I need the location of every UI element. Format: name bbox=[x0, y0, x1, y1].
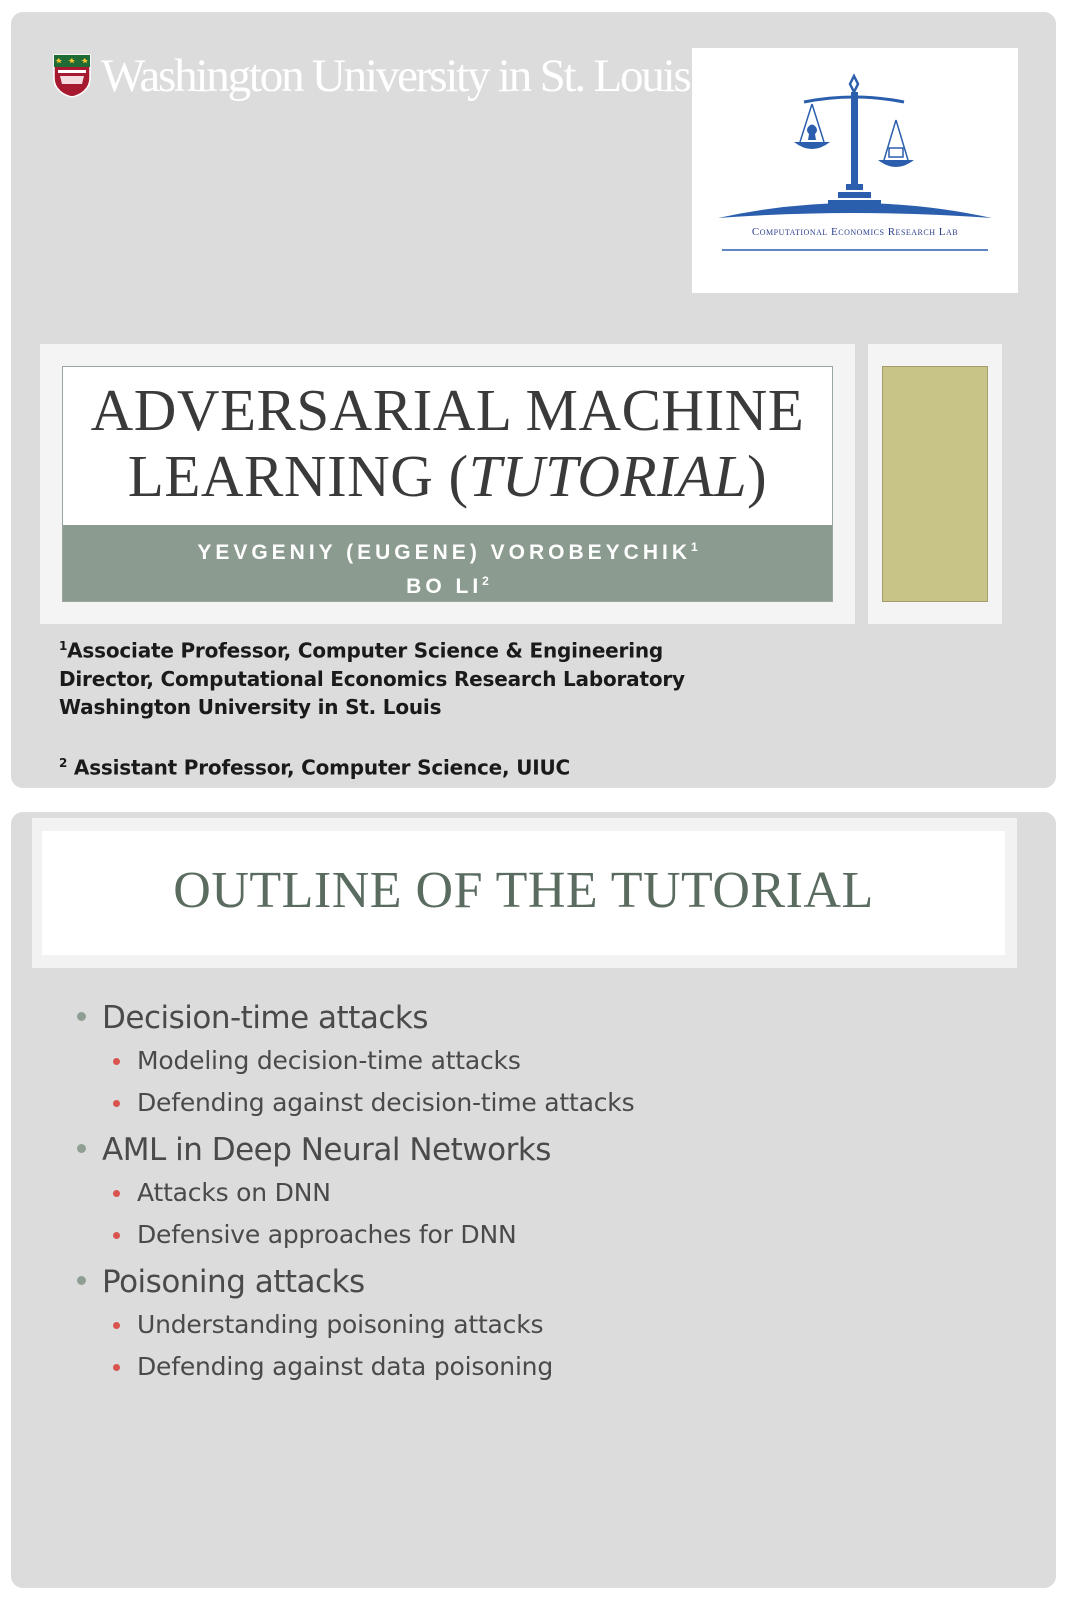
title-line-2-italic: TUTORIAL bbox=[468, 443, 748, 509]
subsection-bullet: Attacks on DNN bbox=[77, 1172, 634, 1214]
bullet-dot-icon bbox=[77, 1144, 86, 1153]
bullet-dot-icon bbox=[77, 1276, 86, 1285]
lab-name: Computational Economics Research Lab bbox=[751, 226, 959, 238]
subsection-bullet: Defending against data poisoning bbox=[77, 1346, 634, 1388]
subsection-bullet: Understanding poisoning attacks bbox=[77, 1304, 634, 1346]
title-line-2-end: ) bbox=[747, 443, 768, 509]
affiliation-1-line-2: Director, Computational Economics Research Laboratory bbox=[59, 666, 685, 691]
section-bullet: Poisoning attacks bbox=[77, 1260, 634, 1304]
subsection-bullet: Modeling decision-time attacks bbox=[77, 1040, 634, 1082]
title-line-1: ADVERSARIAL MACHINE bbox=[90, 377, 805, 443]
affiliation-1-superscript: 1 bbox=[59, 639, 68, 653]
affiliations bbox=[59, 632, 685, 781]
bullet-dot-icon bbox=[113, 1190, 120, 1197]
section-bullet: AML in Deep Neural Networks bbox=[77, 1128, 634, 1172]
subsection-bullet: Defensive approaches for DNN bbox=[77, 1214, 634, 1256]
section-bullet: Decision-time attacks bbox=[77, 996, 634, 1040]
title-slide bbox=[11, 12, 1056, 788]
authors-band bbox=[63, 525, 832, 601]
bullet-dot-icon bbox=[113, 1100, 120, 1107]
bullet-dot-icon bbox=[113, 1322, 120, 1329]
lab-logo bbox=[692, 48, 1018, 293]
title-panel bbox=[40, 344, 855, 624]
scales-of-justice-icon bbox=[692, 48, 1018, 293]
outline-list bbox=[77, 992, 634, 1388]
bullet-dot-icon bbox=[77, 1012, 86, 1021]
affiliation-1-line-3: Washington University in St. Louis bbox=[59, 694, 442, 719]
university-name: Washington University in St. Louis bbox=[101, 49, 690, 102]
outline-slide bbox=[11, 812, 1056, 1588]
subsection-bullet: Defending against decision-time attacks bbox=[77, 1082, 634, 1124]
affiliation-1-line-1: $^1$Associate Professor, Computer Science & Engineering bbox=[59, 638, 664, 663]
outline-title-frame bbox=[42, 831, 1005, 955]
bullet-dot-icon bbox=[113, 1058, 120, 1065]
author-2: BO LI bbox=[406, 575, 483, 598]
accent-block bbox=[882, 366, 988, 602]
author-2-superscript: 2 bbox=[482, 574, 489, 588]
university-logo bbox=[53, 50, 690, 102]
affiliation-2-line-1: $^2$ Assistant Professor, Computer Science, UIUC bbox=[59, 755, 571, 780]
author-1-superscript: 1 bbox=[691, 540, 698, 554]
bullet-dot-icon bbox=[113, 1232, 120, 1239]
title-frame bbox=[62, 366, 833, 602]
author-1: YEVGENIY (EUGENE) VOROBEYCHIK bbox=[197, 541, 691, 564]
outline-title-panel bbox=[32, 818, 1017, 968]
university-shield-icon bbox=[53, 54, 91, 98]
accent-panel bbox=[868, 344, 1002, 624]
outline-title: OUTLINE OF THE TUTORIAL bbox=[173, 862, 874, 919]
slide-title bbox=[63, 377, 832, 509]
affiliation-2-superscript: 2 bbox=[59, 755, 68, 770]
title-line-2-start: LEARNING ( bbox=[127, 443, 469, 509]
bullet-dot-icon bbox=[113, 1364, 120, 1371]
